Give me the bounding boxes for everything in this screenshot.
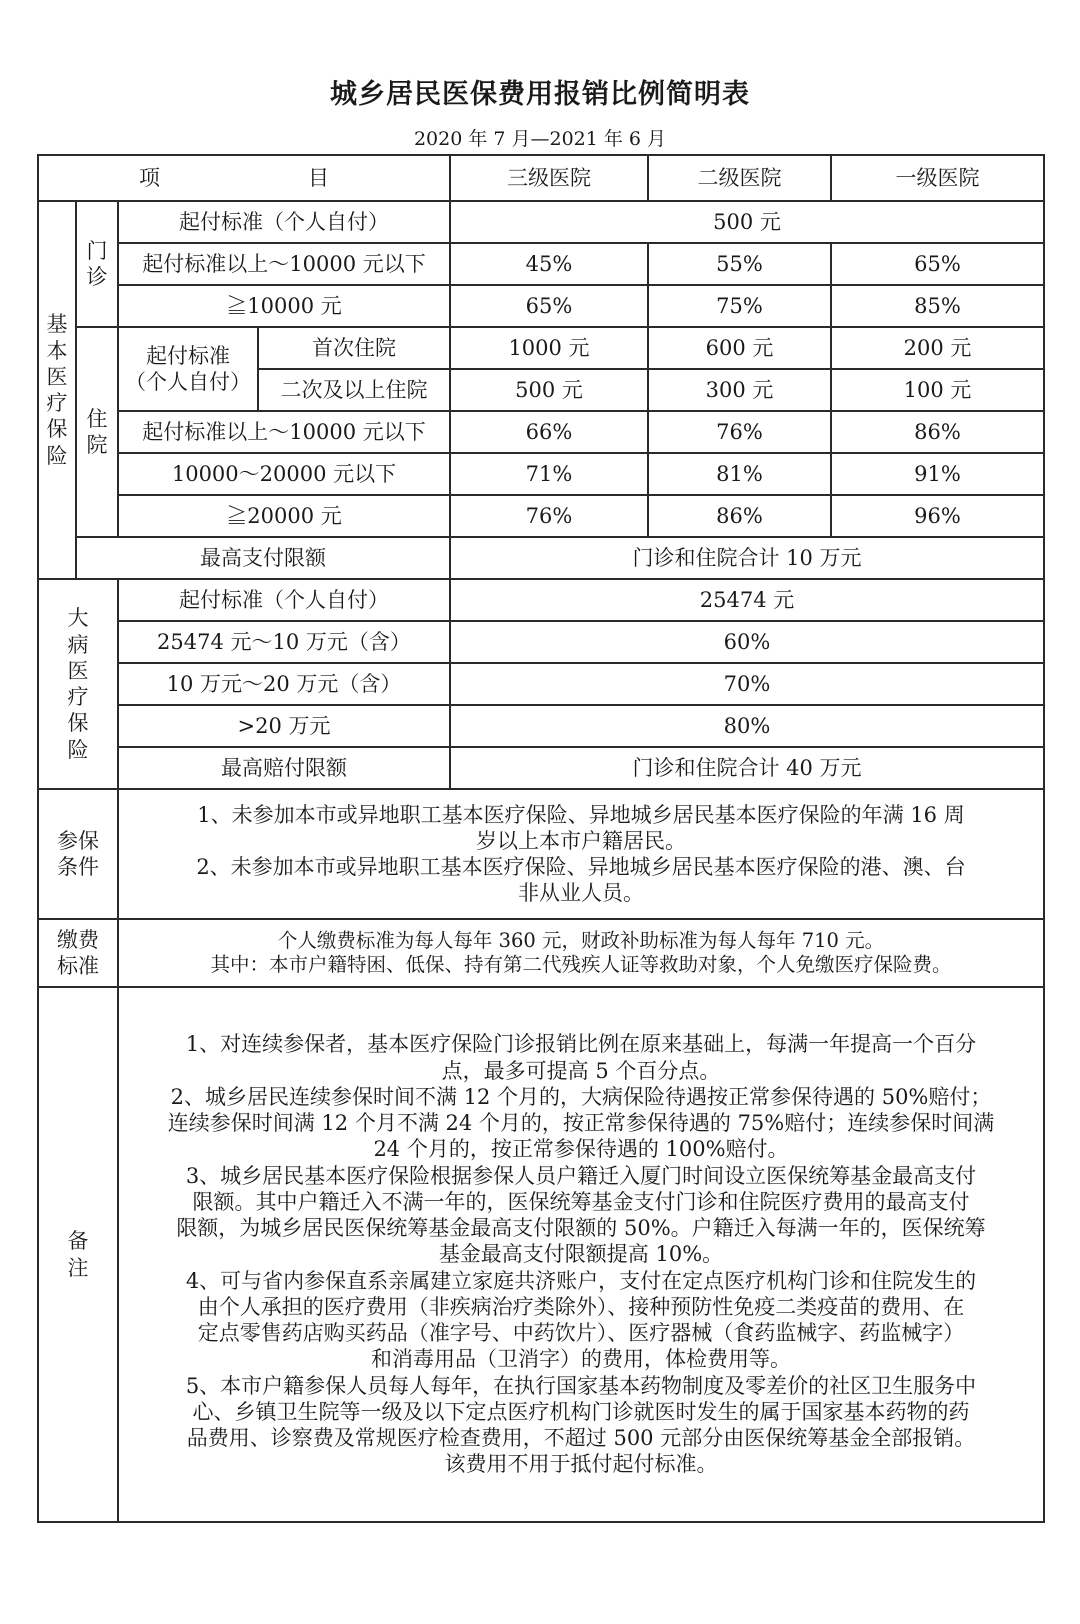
page-title: 城乡居民医保费用报销比例简明表: [330, 79, 750, 110]
outpatient-label: 门 诊: [76, 201, 118, 327]
header-tier3: 三级医院: [450, 155, 648, 201]
payment-label-line2: 标准: [57, 954, 99, 978]
table-cell: 200 元: [831, 327, 1044, 369]
notes-text: [118, 987, 1044, 1522]
deductible-label-line2: （个人自付）: [125, 370, 251, 394]
text-line: 其中：本市户籍特困、低保、持有第二代残疾人证等救助对象，个人免缴医疗保险费。: [210, 953, 952, 976]
table-row: [38, 243, 1044, 285]
text-line: 定点零售药店购买药品（准字号、中药饮片）、医疗器械（食药监械字、药监械字）: [197, 1321, 965, 1346]
table-cell: 85%: [831, 285, 1044, 327]
payment-text: [118, 919, 1044, 987]
table-cell: >20 万元: [118, 705, 450, 747]
table-cell: 100 元: [831, 369, 1044, 411]
table-cell: 25474 元: [450, 579, 1044, 621]
text-line: 由个人承担的医疗费用（非疾病治疗类除外）、接种预防性免疫二类疫苗的费用、在: [197, 1294, 965, 1319]
text-line: 品费用、诊察费及常规医疗检查费用，不超过 500 元部分由医保统筹基金全部报销。: [186, 1426, 976, 1451]
text-line: 5、本市户籍参保人员每人每年，在执行国家基本药物制度及零差价的社区卫生服务中: [185, 1373, 977, 1398]
table-cell: 500 元: [450, 201, 1044, 243]
table-cell: 86%: [648, 495, 831, 537]
header-item-right: 目: [308, 165, 329, 190]
notes-label: [38, 987, 118, 1522]
text-line: 岁以上本市户籍居民。: [476, 828, 686, 853]
text-line: 2、未参加本市或异地职工基本医疗保险、异地城乡居民基本医疗保险的港、澳、台: [196, 855, 966, 879]
table-cell: 最高赔付限额: [118, 747, 450, 789]
table-row: [38, 285, 1044, 327]
table-cell: 门诊和住院合计 40 万元: [450, 747, 1044, 789]
text-line: 该费用不用于抵付起付标准。: [444, 1452, 718, 1477]
eligibility-text: [118, 789, 1044, 919]
header-item-left: 项: [139, 165, 160, 190]
table-cell: 70%: [450, 663, 1044, 705]
header-row: [38, 155, 1044, 201]
notes-label-line2: 注: [67, 1255, 89, 1280]
text-line: 连续参保时间满 12 个月不满 24 个月的，按正常参保待遇的 75%赔付；连续参保时间满: [167, 1111, 995, 1136]
table-cell: 65%: [831, 243, 1044, 285]
text-line: 个人缴费标准为每人每年 360 元，财政补助标准为每人每年 710 元。: [277, 928, 885, 952]
eligibility-label-line1: 参保: [57, 828, 99, 853]
table-cell: 65%: [450, 285, 648, 327]
text-line: 1、对连续参保者，基本医疗保险门诊报销比例在原来基础上，每满一年提高一个百分: [185, 1032, 977, 1057]
table-row: [38, 579, 1044, 621]
payment-label-line1: 缴费: [57, 927, 99, 952]
payment-row: [38, 919, 1044, 987]
text-line: 点，最多可提高 5 个百分点。: [441, 1058, 721, 1083]
eligibility-label-line2: 条件: [57, 855, 99, 879]
table-cell: ≧10000 元: [118, 285, 450, 327]
table-cell: 91%: [831, 453, 1044, 495]
header-item-cell: [38, 155, 450, 201]
table-cell: 首次住院: [258, 327, 450, 369]
table-cell: 起付标准（个人自付）: [118, 579, 450, 621]
table-cell: 71%: [450, 453, 648, 495]
table-cell: 66%: [450, 411, 648, 453]
critical-insurance-label: 大 病 医 疗 保 险: [38, 579, 118, 789]
deductible-label-line1: 起付标准: [146, 343, 230, 368]
inpatient-deductible-label: [118, 327, 258, 411]
header-tier1: 一级医院: [831, 155, 1044, 201]
payment-label: [38, 919, 118, 987]
table-row: [38, 663, 1044, 705]
table-cell: 500 元: [450, 369, 648, 411]
table-cell: 10000～20000 元以下: [118, 453, 450, 495]
table-cell: 96%: [831, 495, 1044, 537]
eligibility-label: [38, 789, 118, 919]
table-row: [38, 411, 1044, 453]
text-line: 非从业人员。: [518, 881, 644, 906]
table-cell: 门诊和住院合计 10 万元: [450, 537, 1044, 579]
table-cell: 76%: [450, 495, 648, 537]
text-line: 基金最高支付限额提高 10%。: [438, 1242, 724, 1267]
text-line: 2、城乡居民连续参保时间不满 12 个月的，大病保险待遇按正常参保待遇的 50%赔付；: [170, 1084, 992, 1109]
table-cell: ≧20000 元: [118, 495, 450, 537]
table-cell: 86%: [831, 411, 1044, 453]
table-row: [38, 705, 1044, 747]
table-cell: 81%: [648, 453, 831, 495]
table-cell: 45%: [450, 243, 648, 285]
text-line: 4、可与省内参保直系亲属建立家庭共济账户，支付在定点医疗机构门诊和住院发生的: [185, 1268, 977, 1293]
header-tier2: 二级医院: [648, 155, 831, 201]
table-row: [38, 201, 1044, 243]
table-cell: 起付标准以上～10000 元以下: [118, 243, 450, 285]
eligibility-row: [38, 789, 1044, 919]
reimbursement-table: [37, 154, 1045, 1523]
text-line: 和消毒用品（卫消字）的费用，体检费用等。: [371, 1347, 791, 1372]
text-line: 24 个月的，按正常参保待遇的 100%赔付。: [373, 1137, 789, 1162]
text-line: 限额。其中户籍迁入不满一年的，医保统筹基金支付门诊和住院医疗费用的最高支付: [192, 1189, 970, 1214]
table-row: [38, 495, 1044, 537]
table-cell: 600 元: [648, 327, 831, 369]
table-row: [38, 537, 1044, 579]
table-cell: 二次及以上住院: [258, 369, 450, 411]
table-cell: 75%: [648, 285, 831, 327]
table-cell: 起付标准以上～10000 元以下: [118, 411, 450, 453]
table-cell: 60%: [450, 621, 1044, 663]
text-line: 心、乡镇卫生院等一级及以下定点医疗机构门诊就医时发生的属于国家基本药物的药: [192, 1399, 970, 1424]
inpatient-label: 住 院: [76, 327, 118, 537]
date-range: 2020 年 7 月—2021 年 6 月: [413, 128, 667, 150]
basic-insurance-label: 基 本 医 疗 保 险: [38, 201, 76, 579]
text-line: 限额，为城乡居民医保统筹基金最高支付限额的 50%。户籍迁入每满一年的，医保统筹: [176, 1216, 986, 1241]
notes-row: [38, 987, 1044, 1522]
table-cell: 80%: [450, 705, 1044, 747]
table-cell: 最高支付限额: [76, 537, 450, 579]
text-line: 3、城乡居民基本医疗保险根据参保人员户籍迁入厦门时间设立医保统筹基金最高支付: [185, 1163, 977, 1188]
table-cell: 55%: [648, 243, 831, 285]
table-cell: 起付标准（个人自付）: [118, 201, 450, 243]
table-row: [38, 621, 1044, 663]
table-row: [38, 453, 1044, 495]
table-cell: 1000 元: [450, 327, 648, 369]
table-cell: 25474 元～10 万元（含）: [118, 621, 450, 663]
table-row: [38, 327, 1044, 369]
notes-label-line1: 备: [67, 1229, 89, 1254]
text-line: 1、未参加本市或异地职工基本医疗保险、异地城乡居民基本医疗保险的年满 16 周: [197, 802, 965, 827]
table-row: [38, 747, 1044, 789]
table-cell: 300 元: [648, 369, 831, 411]
table-cell: 10 万元～20 万元（含）: [118, 663, 450, 705]
table-cell: 76%: [648, 411, 831, 453]
